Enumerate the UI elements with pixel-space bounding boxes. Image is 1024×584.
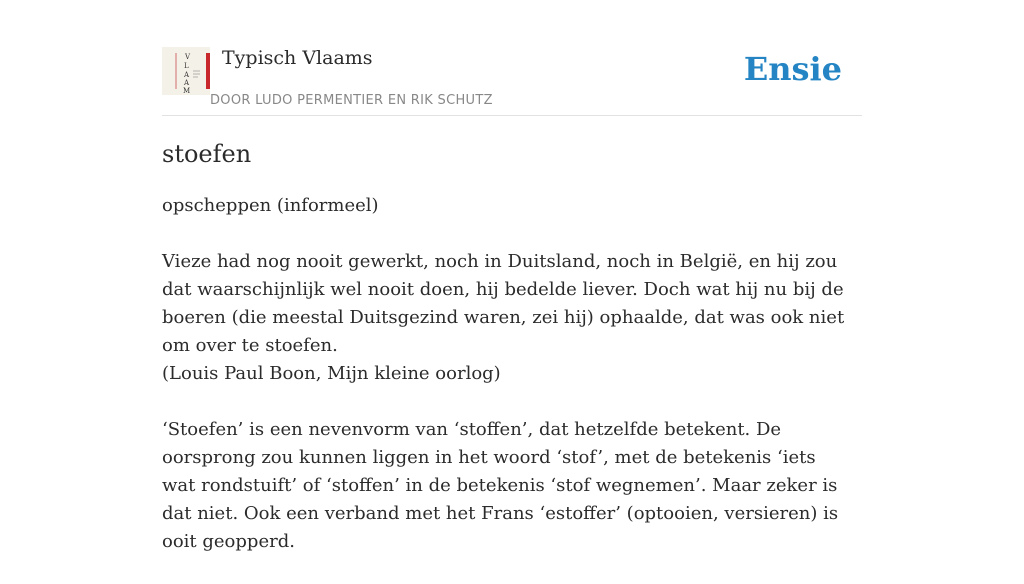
svg-text:L: L <box>184 62 189 70</box>
svg-text:A: A <box>184 79 190 87</box>
entry-title: stoefen <box>162 140 252 168</box>
entry-quote-source: (Louis Paul Boon, Mijn kleine oorlog) <box>162 363 501 384</box>
page <box>162 0 862 552</box>
entry-quote: Vieze had nog nooit gewerkt, noch in Duitsland, noch in België, en hij zou dat waarschijnlijk wel nooit doen, hij bedelde liever. Doch wat hij nu bij de boeren (die meestal Duitsgezind waren, zei hij) ophaalde, dat was ook niet om over te stoefen. <box>162 251 845 356</box>
svg-text:A: A <box>184 71 190 79</box>
ensie-logo[interactable]: Ensie <box>743 50 842 88</box>
svg-text:M: M <box>183 87 191 95</box>
book-cover-icon <box>162 47 210 95</box>
entry-definition: opscheppen (informeel) <box>162 195 379 216</box>
book-authors: DOOR LUDO PERMENTIER EN RIK SCHUTZ <box>210 93 493 108</box>
entry-header <box>162 0 862 116</box>
svg-text:V: V <box>185 53 191 61</box>
book-cover-avatar[interactable] <box>162 47 210 95</box>
book-title[interactable]: Typisch Vlaams <box>222 47 373 69</box>
entry-content <box>162 192 852 584</box>
entry-explanation: ‘Stoefen’ is een nevenvorm van ‘stoffen’, dat hetzelfde betekent. De oorsprong zou kunnen liggen in het woord ‘stof’, met de betekenis ‘iets wat rondstuift’ of ‘stoffen’ in de betekenis ‘stof wegnemen’. Maar zeker is dat niet. Ook een verband met het Frans ‘estoffer’ (optooien, versieren) is ooit geopperd. <box>162 419 839 552</box>
entry-quote-block <box>162 248 852 388</box>
